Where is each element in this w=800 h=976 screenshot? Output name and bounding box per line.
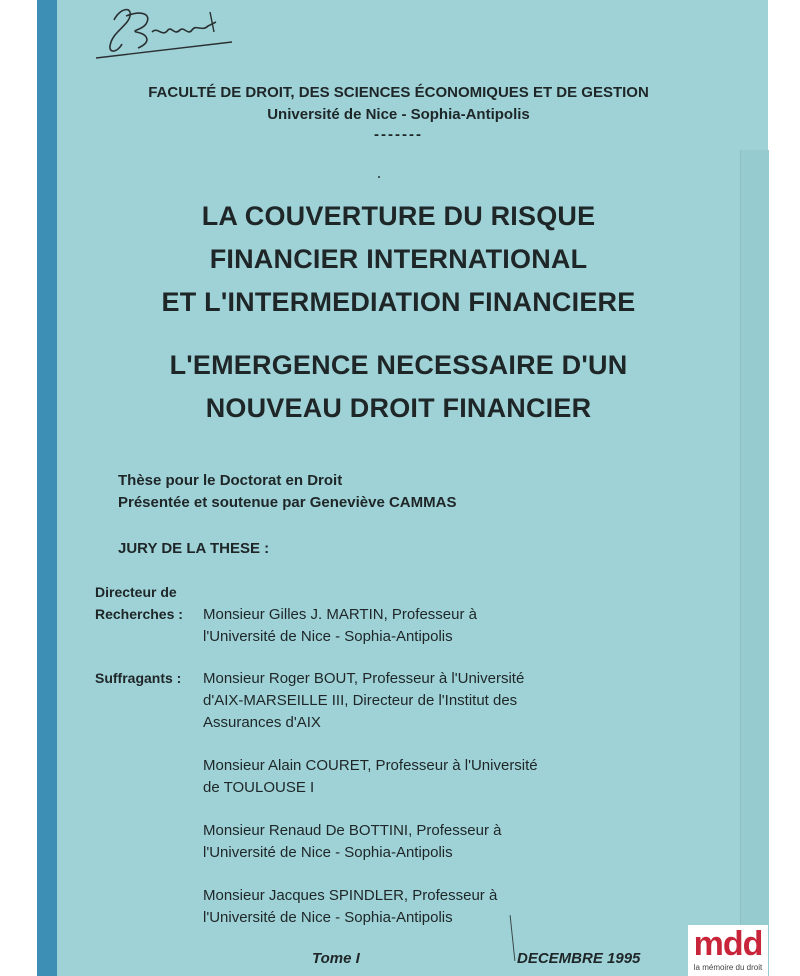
separator-dashes: ------- xyxy=(374,126,423,143)
jury-heading: JURY DE LA THESE : xyxy=(118,540,270,557)
cover-spine xyxy=(37,0,57,976)
suffragant-line: de TOULOUSE I xyxy=(203,779,315,796)
title-line: FINANCIER INTERNATIONAL xyxy=(209,244,588,274)
suffragant-line: l'Université de Nice - Sophia-Antipolis xyxy=(203,844,453,861)
tome-label: Tome I xyxy=(312,950,360,967)
suffragant-line: l'Université de Nice - Sophia-Antipolis xyxy=(203,909,453,926)
thesis-degree: Thèse pour le Doctorat en Droit xyxy=(118,472,343,489)
director-line: Monsieur Gilles J. MARTIN, Professeur à xyxy=(203,606,477,623)
suffragant-line: Assurances d'AIX xyxy=(203,714,321,731)
suffragant-line: Monsieur Roger BOUT, Professeur à l'Université xyxy=(203,670,525,687)
suffragant-line: Monsieur Jacques SPINDLER, Professeur à xyxy=(203,887,498,904)
logo-text: mdd xyxy=(693,925,763,963)
director-line: l'Université de Nice - Sophia-Antipolis xyxy=(203,628,453,645)
thesis-author: Présentée et soutenue par Geneviève CAMMAS xyxy=(118,494,457,511)
subtitle-line: L'EMERGENCE NECESSAIRE D'UN xyxy=(169,350,628,380)
speck-dot xyxy=(378,176,380,178)
subtitle-line: NOUVEAU DROIT FINANCIER xyxy=(205,393,592,423)
handwritten-signature xyxy=(92,2,242,62)
mdd-logo xyxy=(688,925,768,976)
cover-flap xyxy=(740,150,769,976)
university-name: Université de Nice - Sophia-Antipolis xyxy=(267,106,530,123)
suffragant-line: Monsieur Renaud De BOTTINI, Professeur à xyxy=(203,822,502,839)
suffragants-label: Suffragants : xyxy=(95,670,182,686)
title-line: LA COUVERTURE DU RISQUE xyxy=(201,201,596,231)
suffragant-line: d'AIX-MARSEILLE III, Directeur de l'Institut des xyxy=(203,692,518,709)
logo-tagline: la mémoire du droit xyxy=(693,963,763,972)
director-label: Directeur de xyxy=(95,584,177,600)
director-label: Recherches : xyxy=(95,606,183,622)
title-line: ET L'INTERMEDIATION FINANCIERE xyxy=(161,287,636,317)
date-label: DECEMBRE 1995 xyxy=(517,950,641,967)
faculty-name: FACULTÉ DE DROIT, DES SCIENCES ÉCONOMIQUES ET DE GESTION xyxy=(148,84,649,101)
suffragant-line: Monsieur Alain COURET, Professeur à l'Université xyxy=(203,757,538,774)
